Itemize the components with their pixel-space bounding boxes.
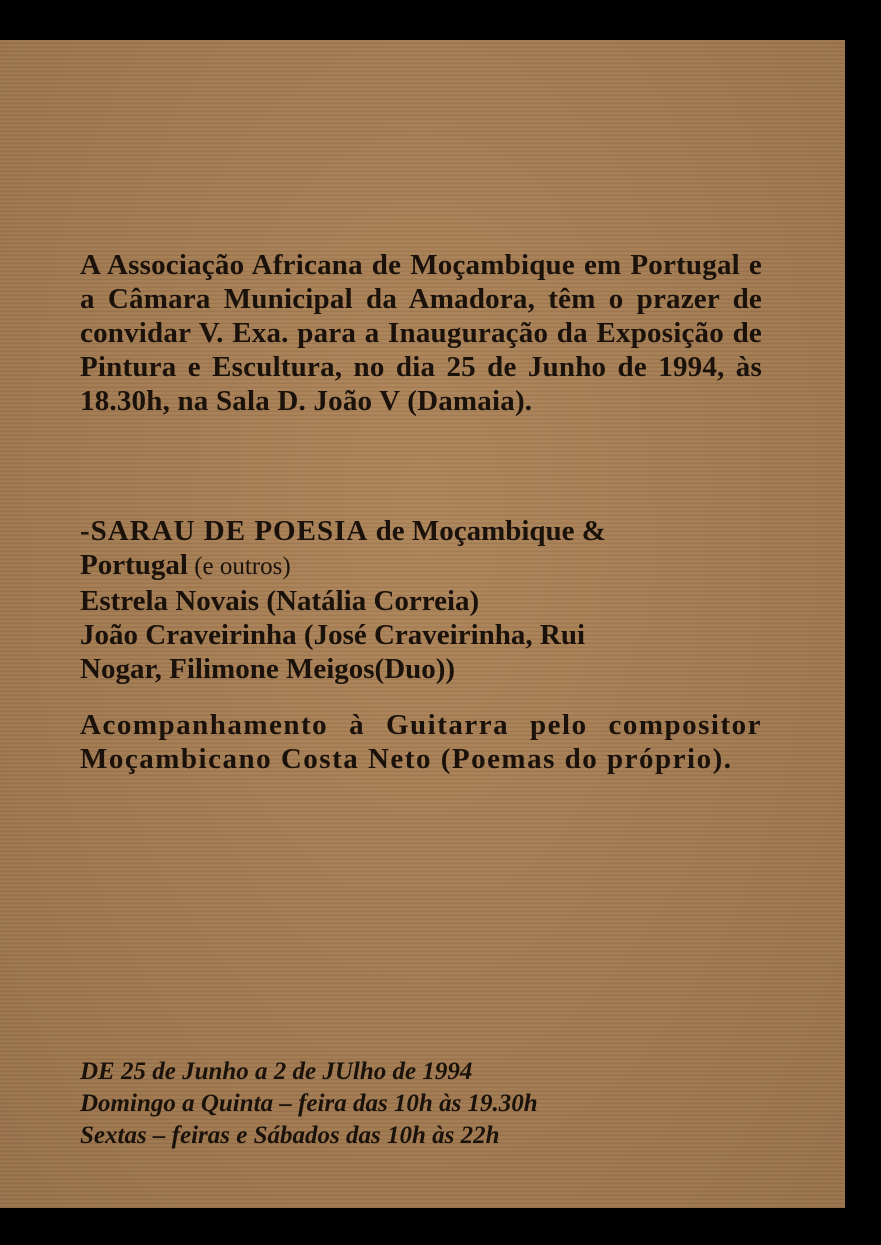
invitation-paragraph: A Associação Africana de Moçambique em Portugal e a Câmara Municipal da Amadora, têm o prazer de convidar V. Exa. para a Inauguração da Exposição de Pintura e Escultura, no dia 25 de Junho de 1994, às 18.30h, na Sala D. João V (Damaia). <box>80 249 762 417</box>
schedule-block <box>80 1056 700 1152</box>
sarau-portugal: Portugal <box>80 549 188 581</box>
sarau-line-2 <box>80 548 762 584</box>
sarau-section <box>80 514 762 686</box>
schedule-weekend: Sextas – feiras e Sábados das 10h às 22h <box>80 1122 500 1149</box>
invitation-card <box>0 40 845 1208</box>
guitar-paragraph: Acompanhamento à Guitarra pelo compositor Moçambicano Costa Neto (Poemas do próprio). <box>80 709 762 775</box>
sarau-heading-line <box>80 514 762 548</box>
sarau-line-3: Estrela Novais (Natália Correia) <box>80 585 480 617</box>
schedule-weekdays: Domingo a Quinta – feira das 10h às 19.30h <box>80 1090 538 1117</box>
sarau-title: -SARAU DE POESIA <box>80 515 369 547</box>
sarau-line-4: João Craveirinha (José Craveirinha, Rui <box>80 619 586 651</box>
sarau-others: (e outros) <box>187 553 291 580</box>
sarau-line-5: Nogar, Filimone Meigos(Duo)) <box>80 653 456 685</box>
schedule-dates: DE 25 de Junho a 2 de JUlho de 1994 <box>80 1058 473 1085</box>
sarau-title-rest: de Moçambique & <box>368 515 606 547</box>
